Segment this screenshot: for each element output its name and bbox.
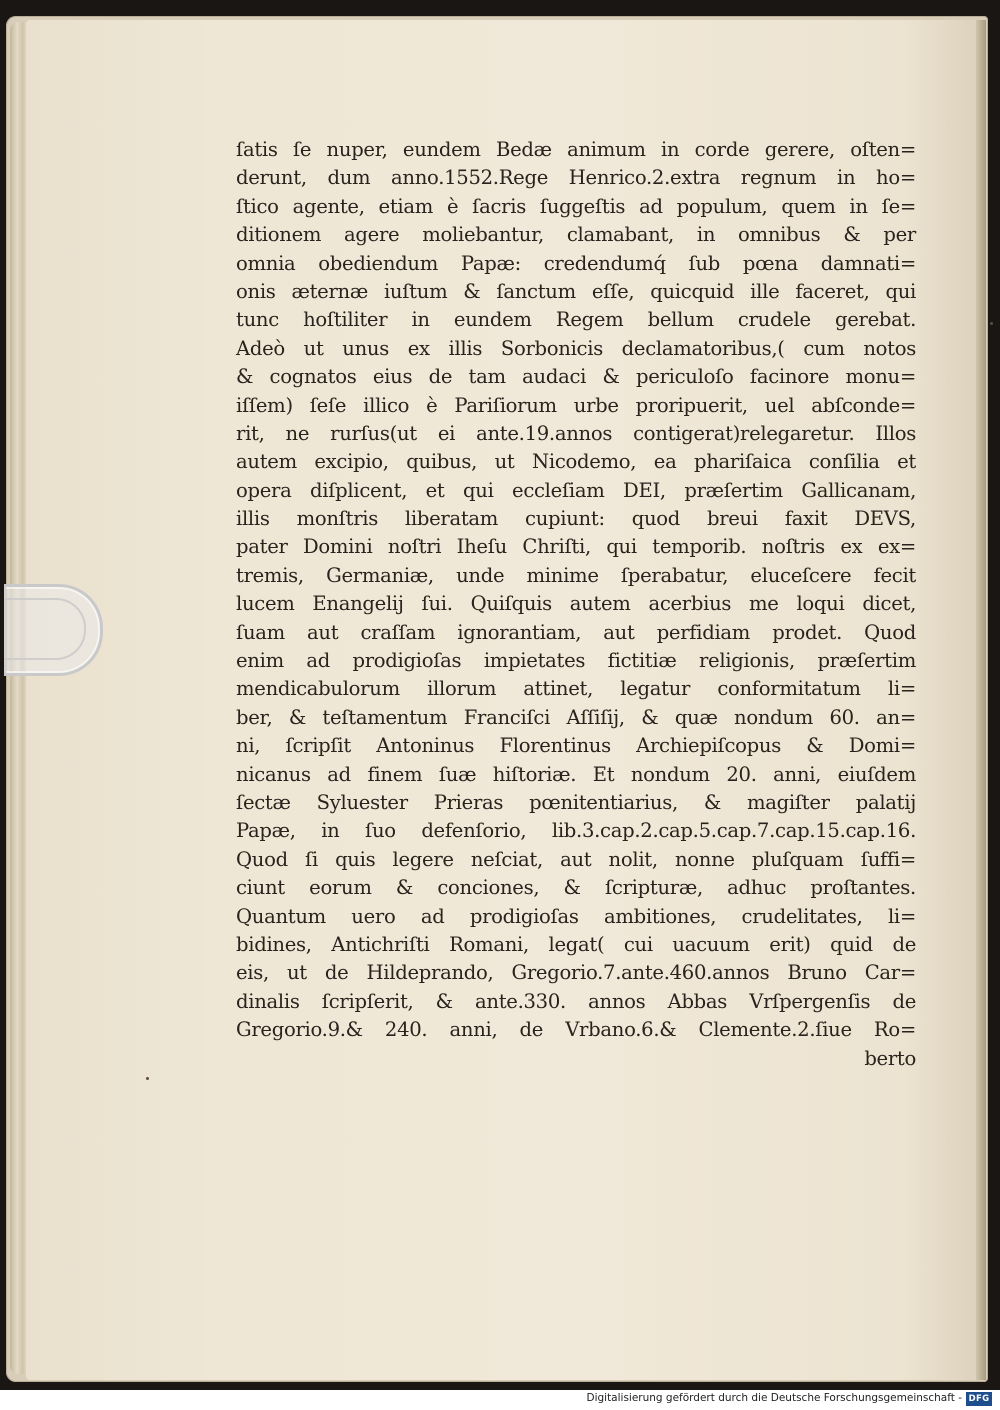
text-line: opera diſplicent, et qui eccleſiam DEI, præſertim Gallicanam, (236, 478, 916, 502)
text-line: illis monſtris liberatam cupiunt: quod breui faxit DEVS, (236, 507, 916, 531)
text-line: ditionem agere moliebantur, clamabant, in omnibus & per (236, 223, 916, 247)
ink-speck (146, 1077, 149, 1080)
text-line: onis æternæ iuſtum & ſanctum eſſe, quicquid ille faceret, qui (236, 279, 916, 303)
text-line: omnia obediendum Papæ: credendumq́ ſub pœna damnati= (236, 251, 916, 275)
footer-bar (0, 1390, 1000, 1410)
text-line: enim ad prodigioſas impietates fictitiæ religionis, præſertim (236, 649, 916, 673)
text-line: rit, ne rurſus(ut ei ante.19.annos contigerat)relegaretur. Illos (236, 421, 916, 445)
text-line: eis, ut de Hildeprando, Gregorio.7.ante.460.annos Bruno Car= (236, 961, 916, 985)
dfg-logo: DFG (966, 1392, 992, 1406)
text-line: tremis, Germaniæ, unde minime ſperabatur, eluceſcere fecit (236, 563, 916, 587)
page-edge-right (976, 20, 986, 1380)
text-line: ſuam aut craſſam ignorantiam, aut perfidiam prodet. Quod (236, 620, 916, 644)
body-text (236, 136, 916, 1073)
text-line: autem excipio, quibus, ut Nicodemo, ea phariſaica conſilia et (236, 450, 916, 474)
text-line: pater Domini noſtri Iheſu Chriſti, qui temporib. noſtris ex ex= (236, 535, 916, 559)
text-line: ſtico agente, etiam è ſacris ſuggeſtis ad populum, quem in ſe= (236, 194, 916, 218)
text-line: Quantum uero ad prodigioſas ambitiones, crudelitates, li= (236, 904, 916, 928)
text-line: Gregorio.9.& 240. anni, de Vrbano.6.& Clemente.2.ſiue Ro= (236, 1018, 916, 1042)
text-line: tunc hoſtiliter in eundem Regem bellum crudele gerebat. (236, 308, 916, 332)
text-line: nicanus ad finem ſuæ hiſtoriæ. Et nondum 20. anni, eiuſdem (236, 762, 916, 786)
funding-credit: Digitalisierung gefördert durch die Deutsche Forschungsgemeinschaft - (586, 1392, 962, 1404)
text-line: lucem Enangelij ſui. Quiſquis autem acerbius me loqui dicet, (236, 592, 916, 616)
text-line: ber, & teſtamentum Franciſci Aſſiſij, & quæ nondum 60. an= (236, 705, 916, 729)
paper-clip-inner (4, 598, 86, 660)
text-line: Adeò ut unus ex illis Sorbonicis declamatoribus,( cum notos (236, 336, 916, 360)
text-line: derunt, dum anno.1552.Rege Henrico.2.extra regnum in ho= (236, 166, 916, 190)
text-line: dinalis ſcripſerit, & ante.330. annos Abbas Vrſpergenſis de (236, 989, 916, 1013)
text-line: ſatis ſe nuper, eundem Bedæ animum in corde gerere, oſten= (236, 138, 916, 161)
catchword: berto (864, 1046, 916, 1070)
text-line: Papæ, in ſuo defenſorio, lib.3.cap.2.cap.5.cap.7.cap.15.cap.16. (236, 819, 916, 843)
text-line: iſſem) ſeſe illico è Pariſiorum urbe proripuerit, uel abſconde= (236, 393, 916, 417)
text-line: ni, ſcripſit Antoninus Florentinus Archiepiſcopus & Domi= (236, 734, 916, 758)
text-line: ciunt eorum & conciones, & ſcripturæ, adhuc proſtantes. (236, 876, 916, 900)
text-line: ſectæ Syluester Prieras pœnitentiarius, & magiſter palatij (236, 790, 916, 814)
text-line: Quod ſi quis legere neſciat, aut nolit, nonne pluſquam ſuffi= (236, 847, 916, 871)
text-line: bidines, Antichriſti Romani, legat( cui uacuum erit) quid de (236, 932, 916, 956)
text-line: mendicabulorum illorum attinet, legatur conformitatum li= (236, 677, 916, 701)
ink-speck (990, 322, 993, 325)
text-line: & cognatos eius de tam audaci & periculoſo facinore monu= (236, 365, 916, 389)
